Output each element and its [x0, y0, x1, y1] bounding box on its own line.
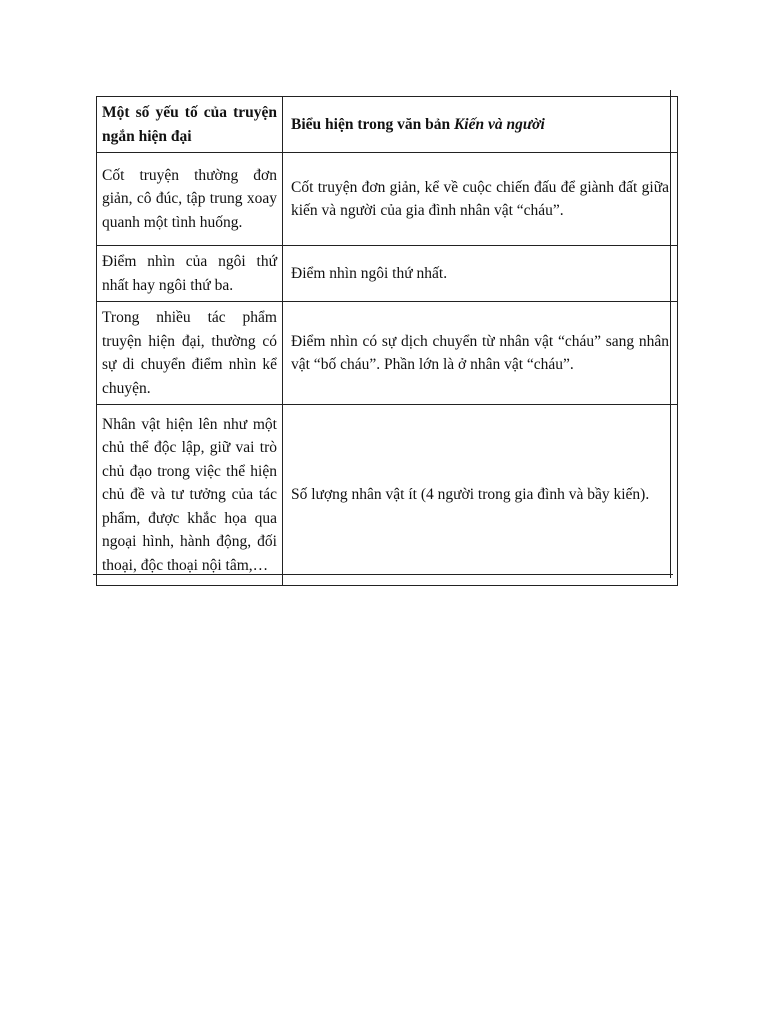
table-row — [97, 405, 678, 586]
comparison-table-container — [96, 96, 670, 586]
element-cell: Điểm nhìn của ngôi thứ nhất hay ngôi thứ ba. — [97, 246, 283, 302]
element-cell: Trong nhiều tác phẩm truyện hiện đại, thường có sự di chuyển điểm nhìn kể chuyện. — [97, 302, 283, 405]
header-cell-expressions-prefix: Biểu hiện trong văn bản — [291, 115, 454, 133]
header-cell-elements: Một số yếu tố của truyện ngắn hiện đại — [97, 97, 283, 153]
element-cell: Cốt truyện thường đơn giản, cô đúc, tập trung xoay quanh một tình huống. — [97, 153, 283, 246]
expression-cell: Cốt truyện đơn giản, kể về cuộc chiến đấu để giành đất giữa kiến và người của gia đình nhân vật “cháu”. — [283, 153, 678, 246]
table-row — [97, 302, 678, 405]
table-row — [97, 246, 678, 302]
expression-cell: Số lượng nhân vật ít (4 người trong gia đình và bầy kiến). — [283, 405, 678, 586]
table-row — [97, 153, 678, 246]
expression-cell: Điểm nhìn ngôi thứ nhất. — [283, 246, 678, 302]
table-header-row — [97, 97, 678, 153]
header-work-title: Kiến và người — [453, 115, 545, 133]
element-cell: Nhân vật hiện lên như một chủ thể độc lập, giữ vai trò chủ đạo trong việc thể hiện chủ đề và tư tưởng của tác phẩm, được khắc họa qua ngoại hình, hành động, đối thoại, độc thoại nội tâm,… — [97, 405, 283, 586]
comparison-table — [96, 96, 678, 586]
header-cell-expressions — [283, 97, 678, 153]
expression-cell: Điểm nhìn có sự dịch chuyển từ nhân vật “cháu” sang nhân vật “bố cháu”. Phần lớn là ở nhân vật “cháu”. — [283, 302, 678, 405]
